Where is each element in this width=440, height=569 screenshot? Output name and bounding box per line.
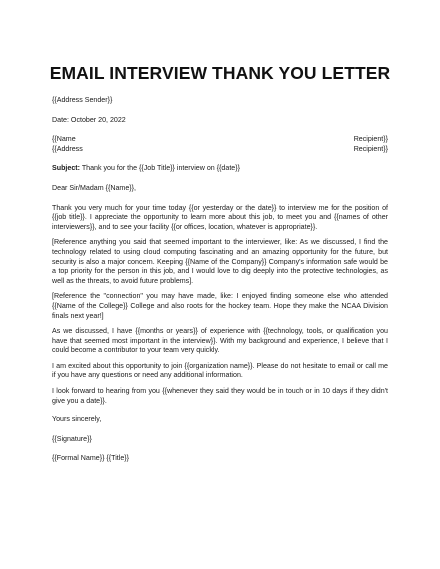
recipient-name-row: [52, 135, 388, 145]
recipient-address-left: {{Address: [52, 144, 83, 153]
letter-date: Date: October 20, 2022: [52, 115, 126, 124]
paragraph: As we discussed, I have {{months or years}} of experience with {{technology, tools, or qualification you have that seemed most important in the interview}}. With my background and experience, I believe that I could become a contributor to your team very quickly.: [52, 327, 388, 355]
signature: {{Signature}}: [52, 434, 92, 443]
page-title: EMAIL INTERVIEW THANK YOU LETTER: [49, 63, 391, 83]
letter-body: [52, 96, 388, 464]
recipient-address-right: Recipient}}: [353, 144, 388, 153]
sender-address: {{Address Sender}}: [52, 96, 113, 104]
paragraph: I look forward to hearing from you {{whenever they said they would be in touch or in 10 days if they didn't give you a date}}.: [52, 387, 388, 405]
salutation: Dear Sir/Madam {{Name}},: [52, 183, 136, 192]
formal-name: {{Formal Name}} {{Title}}: [52, 454, 130, 463]
subject-label: Subject:: [52, 164, 80, 173]
paragraph: Thank you very much for your time today {{or yesterday or the date}} to interview me for the position of {{job title}}. I appreciate the opportunity to learn more about this job, to meet you and {{names of other interviewers}}, and to see your facility {{or offices, location, whatever is appropriate}}.: [52, 203, 388, 231]
subject-line: [52, 164, 388, 174]
recipient-name-left: {{Name: [52, 135, 76, 144]
recipient-address-row: [52, 145, 388, 155]
paragraph: I am excited about this opportunity to join {{organization name}}. Please do not hesitate to email or call me if you have any questions or need any additional information.: [52, 361, 388, 380]
subject-text: Thank you for the {{Job Title}} interview on {{date}}: [79, 164, 240, 173]
paragraph-list: [52, 204, 388, 407]
recipient-name-right: Recipient}}: [353, 135, 388, 144]
closing: Yours sincerely,: [52, 415, 102, 424]
paragraph: [Reference anything you said that seemed important to the interviewer, like: As we discussed, I find the technology related to using cloud computing fascinating and an amazing opportunity for the future, but security is also a major concern. Keeping {{Name of the Company}} Company's information safe would be a top priority for the person in this job, and I would love to dig deeply into the protective technologies, as well as the threats, to avoid future problems].: [52, 238, 388, 285]
paragraph: [Reference the "connection" you may have made, like: I enjoyed finding someone else who attended {{Name of the College}} College and also roots for the hockey team. Hope they make the NCAA Division finals next year!]: [52, 292, 388, 320]
